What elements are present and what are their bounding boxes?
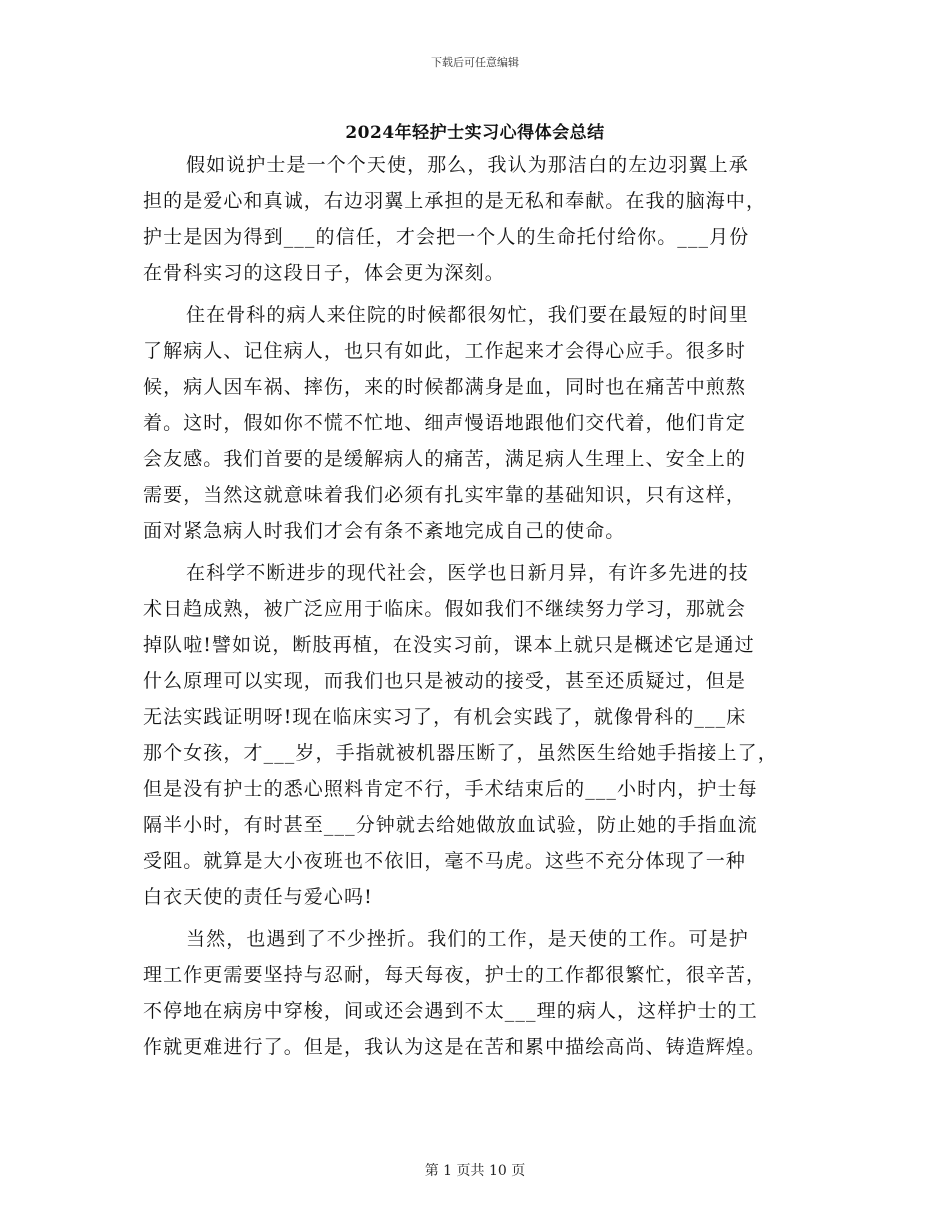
paragraph-2-line-5: 会友感。我们首要的是缓解病人的痛苦，满足病人生理上、安全上的 (143, 448, 747, 470)
document-title: 2024年轻护士实习心得体会总结 (345, 123, 605, 143)
paragraph-1-line-1: 假如说护士是一个个天使，那么，我认为那洁白的左边羽翼上承 (186, 154, 749, 176)
paragraph-4-line-1: 当然，也遇到了不少挫折。我们的工作，是天使的工作。可是护 (186, 928, 749, 950)
paragraph-3-line-9: 受阻。就算是大小夜班也不依旧，毫不马虎。这些不充分体现了一种 (143, 850, 747, 872)
paragraph-1-line-2: 担的是爱心和真诚，右边羽翼上承担的是无私和奉献。在我的脑海中， (143, 190, 767, 212)
paragraph-4-line-3: 不停地在病房中穿梭，间或还会遇到不太___理的病人，这样护士的工 (143, 1000, 758, 1022)
paragraph-1-line-4: 在骨科实习的这段日子，体会更为深刻。 (143, 262, 505, 284)
paragraph-3-line-8: 隔半小时，有时甚至___分钟就去给她做放血试验，防止她的手指血流 (143, 814, 758, 836)
paragraph-3-line-1: 在科学不断进步的现代社会，医学也日新月异，有许多先进的技 (186, 562, 749, 584)
paragraph-3-line-10: 白衣天使的责任与爱心吗! (143, 886, 373, 908)
paragraph-3-line-4: 什么原理可以实现，而我们也只是被动的接受，甚至还质疑过，但是 (143, 670, 747, 692)
paragraph-2-line-2: 了解病人、记住病人，也只有如此，工作起来才会得心应手。很多时 (143, 340, 747, 362)
paragraph-2-line-1: 住在骨科的病人来住院的时候都很匆忙，我们要在最短的时间里 (186, 304, 749, 326)
paragraph-2-line-7: 面对紧急病人时我们才会有条不紊地完成自己的使命。 (143, 520, 626, 542)
paragraph-2-line-3: 候，病人因车祸、摔伤，来的时候都满身是血，同时也在痛苦中煎熬 (143, 376, 747, 398)
paragraph-3-line-5: 无法实践证明呀!现在临床实习了，有机会实践了，就像骨科的___床 (143, 706, 747, 728)
paragraph-3-line-3: 掉队啦!譬如说，断肢再植，在没实习前，课本上就只是概述它是通过 (143, 634, 755, 656)
page-number-footer: 第 1 页共 10 页 (424, 1163, 526, 1179)
document-body (143, 147, 808, 1065)
paragraph-3-line-7: 但是没有护士的悉心照料肯定不行，手术结束后的___小时内，护士每 (143, 778, 758, 800)
paragraph-4-line-4: 作就更难进行了。但是，我认为这是在苦和累中描绘高尚、铸造辉煌。 (143, 1036, 767, 1058)
paragraph-3-line-2: 术日趋成熟，被广泛应用于临床。假如我们不继续努力学习，那就会 (143, 598, 747, 620)
paragraph-3-line-6: 那个女孩，才___岁，手指就被机器压断了，虽然医生给她手指接上了， (143, 742, 778, 764)
paragraph-4-line-2: 理工作更需要坚持与忍耐，每天每夜，护士的工作都很繁忙，很辛苦， (143, 964, 767, 986)
paragraph-2-line-6: 需要，当然这就意味着我们必须有扎实牢靠的基础知识，只有这样， (143, 484, 747, 506)
paragraph-1-line-3: 护士是因为得到___的信任，才会把一个人的生命托付给你。___月份 (143, 226, 750, 248)
header-note: 下载后可任意编辑 (431, 56, 519, 69)
paragraph-2-line-4: 着。这时，假如你不慌不忙地、细声慢语地跟他们交代着，他们肯定 (143, 412, 747, 434)
